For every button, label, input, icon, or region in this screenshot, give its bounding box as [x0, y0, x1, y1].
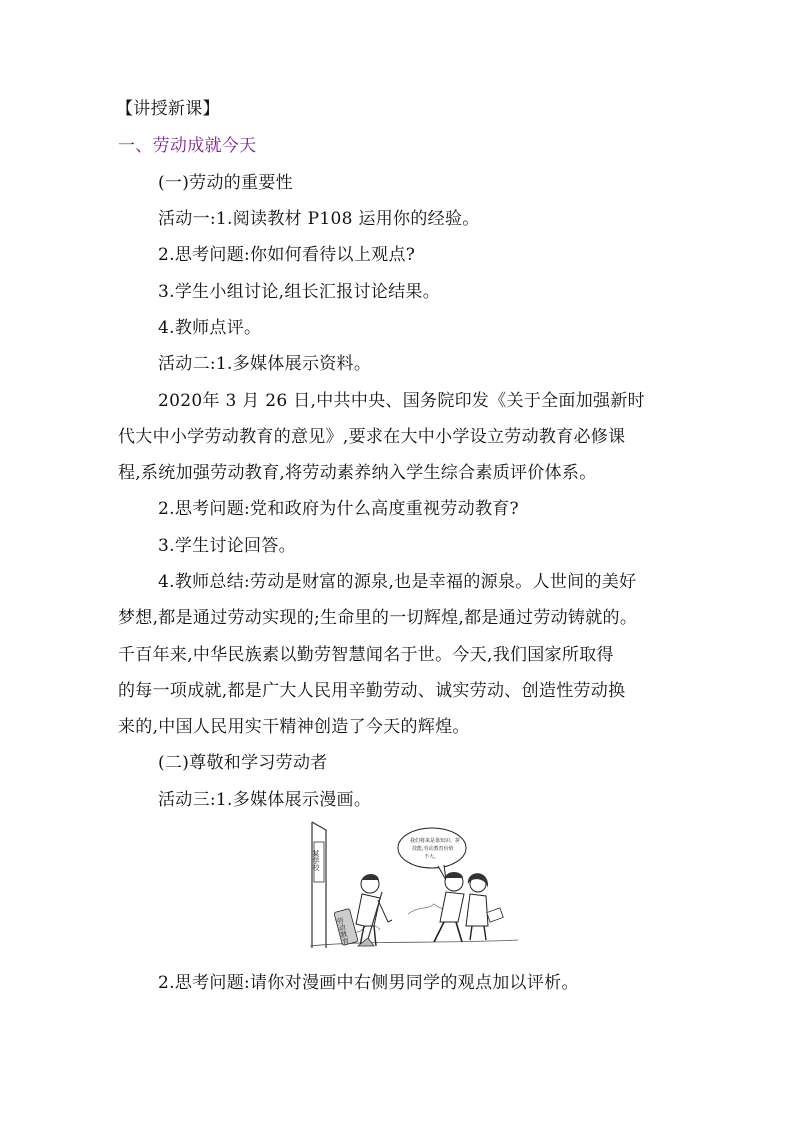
- section-title: 【讲授新课】: [116, 99, 220, 119]
- bubble-line: 我们将来是靠知识、拼: [410, 838, 461, 844]
- activity-line: 2.思考问题:请你对漫画中右侧男同学的观点加以评析。: [158, 973, 579, 993]
- activity-line: 2.思考问题:党和政府为什么高度重视劳动教育?: [158, 499, 519, 519]
- bubble-line: 技能,劳动教育价值: [412, 846, 454, 852]
- activity-line: 3.学生讨论回答。: [158, 536, 296, 556]
- bubble-line: 不大。: [424, 854, 440, 860]
- activity-line: 3.学生小组讨论,组长汇报讨论结果。: [158, 282, 441, 302]
- activity-line: 活动二:1.多媒体展示资料。: [158, 354, 372, 374]
- paragraph-line: 4.教师总结:劳动是财富的源泉,也是幸福的源泉。人世间的美好: [158, 572, 637, 592]
- paragraph-line: 2020年 3 月 26 日,中共中央、国务院印发《关于全面加强新时: [158, 391, 645, 411]
- paragraph-line: 梦想,都是通过劳动实现的;生命里的一切辉煌,都是通过劳动铸就的。: [118, 608, 638, 628]
- subsection-heading: (一)劳动的重要性: [158, 173, 293, 193]
- subsection-heading: (二)尊敬和学习劳动者: [158, 753, 328, 773]
- activity-line: 活动三:1.多媒体展示漫画。: [158, 790, 372, 810]
- paragraph-line: 的每一项成就,都是广大人民用辛勤劳动、诚实劳动、创造性劳动换: [118, 681, 626, 701]
- part-heading: 一、劳动成就今天: [118, 136, 257, 156]
- activity-line: 2.思考问题:你如何看待以上观点?: [158, 245, 416, 265]
- paragraph-line: 代大中小学劳动教育的意见》,要求在大中小学设立劳动教育必修课: [118, 427, 626, 447]
- comic-illustration: [308, 818, 520, 954]
- activity-line: 4.教师点评。: [158, 318, 262, 338]
- activity-line: 活动一:1.阅读教材 P108 运用你的经验。: [158, 209, 480, 229]
- paragraph-line: 千百年来,中华民族素以勤劳智慧闻名于世。今天,我们国家所取得: [118, 645, 614, 665]
- paragraph-line: 来的,中国人民用实干精神创造了今天的辉煌。: [118, 717, 470, 737]
- school-sign: 某学校: [312, 850, 320, 871]
- bucket-label: 劳动教育: [335, 916, 351, 946]
- paragraph-line: 程,系统加强劳动教育,将劳动素养纳入学生综合素质评价体系。: [118, 463, 597, 483]
